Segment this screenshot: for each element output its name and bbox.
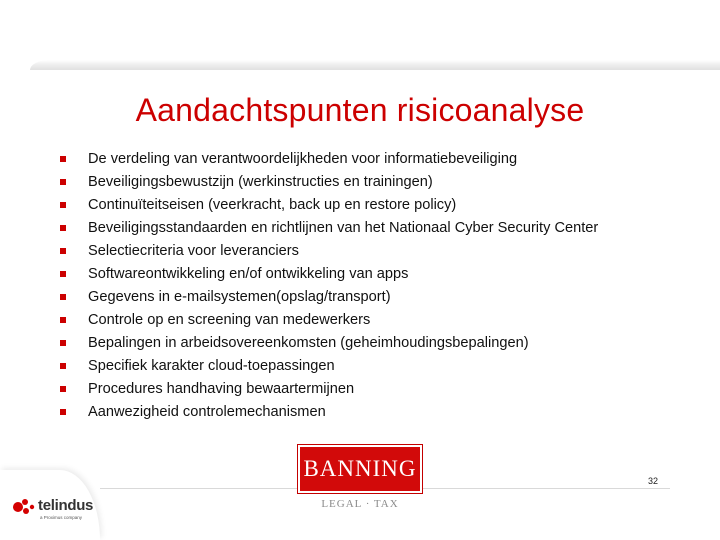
- square-bullet-icon: [60, 409, 66, 415]
- bullet-item: [60, 263, 680, 286]
- bullet-item: [60, 240, 680, 263]
- square-bullet-icon: [60, 294, 66, 300]
- slide-title: Aandachtspunten risicoanalyse: [135, 92, 585, 128]
- bullet-item: [60, 401, 680, 424]
- square-bullet-icon: [60, 248, 66, 254]
- square-bullet-icon: [60, 156, 66, 162]
- bullet-text: Specifiek karakter cloud-toepassingen: [88, 358, 335, 374]
- bullet-text: Bepalingen in arbeidsovereenkomsten (geheimhoudingsbepalingen): [88, 335, 529, 351]
- bullet-text: Controle op en screening van medewerkers: [88, 312, 371, 328]
- bullet-item: [60, 194, 680, 217]
- telindus-logo-tagline: a Proximus company: [40, 515, 83, 520]
- telindus-logo: [0, 470, 100, 540]
- bullet-text: De verdeling van verantwoordelijkheden voor informatiebeveiliging: [88, 151, 518, 167]
- bullet-item: [60, 332, 680, 355]
- banning-logo: [298, 445, 422, 493]
- bullet-text: Beveiligingsbewustzijn (werkinstructies en trainingen): [88, 174, 433, 190]
- bullet-item: [60, 217, 680, 240]
- page-number: 32: [647, 476, 658, 486]
- square-bullet-icon: [60, 317, 66, 323]
- bullet-text: Selectiecriteria voor leveranciers: [88, 243, 299, 259]
- square-bullet-icon: [60, 202, 66, 208]
- bullet-text: Softwareontwikkeling en/of ontwikkeling van apps: [88, 266, 409, 282]
- bullet-text: Procedures handhaving bewaartermijnen: [88, 381, 355, 397]
- bullet-item: [60, 286, 680, 309]
- bullet-item: [60, 378, 680, 401]
- square-bullet-icon: [60, 386, 66, 392]
- bullet-list: [60, 148, 680, 424]
- square-bullet-icon: [60, 179, 66, 185]
- square-bullet-icon: [60, 363, 66, 369]
- bullet-text: Continuïteitseisen (veerkracht, back up en restore policy): [88, 197, 457, 213]
- bullet-item: [60, 171, 680, 194]
- bullet-item: [60, 148, 680, 171]
- square-bullet-icon: [60, 271, 66, 277]
- bullet-text: Beveiligingsstandaarden en richtlijnen van het Nationaal Cyber Security Center: [88, 220, 599, 236]
- bullet-text: Aanwezigheid controlemechanismen: [88, 404, 326, 420]
- bullet-text: Gegevens in e-mailsystemen(opslag/transport): [88, 289, 391, 305]
- square-bullet-icon: [60, 340, 66, 346]
- telindus-mark-icon: [10, 496, 36, 518]
- banning-logo-subtitle: LEGAL · TAX: [321, 498, 399, 510]
- header-divider: [30, 60, 720, 70]
- bullet-item: [60, 309, 680, 332]
- bullet-item: [60, 355, 680, 378]
- banning-logo-name: BANNING: [303, 456, 417, 481]
- telindus-logo-name: telindus: [38, 497, 94, 514]
- square-bullet-icon: [60, 225, 66, 231]
